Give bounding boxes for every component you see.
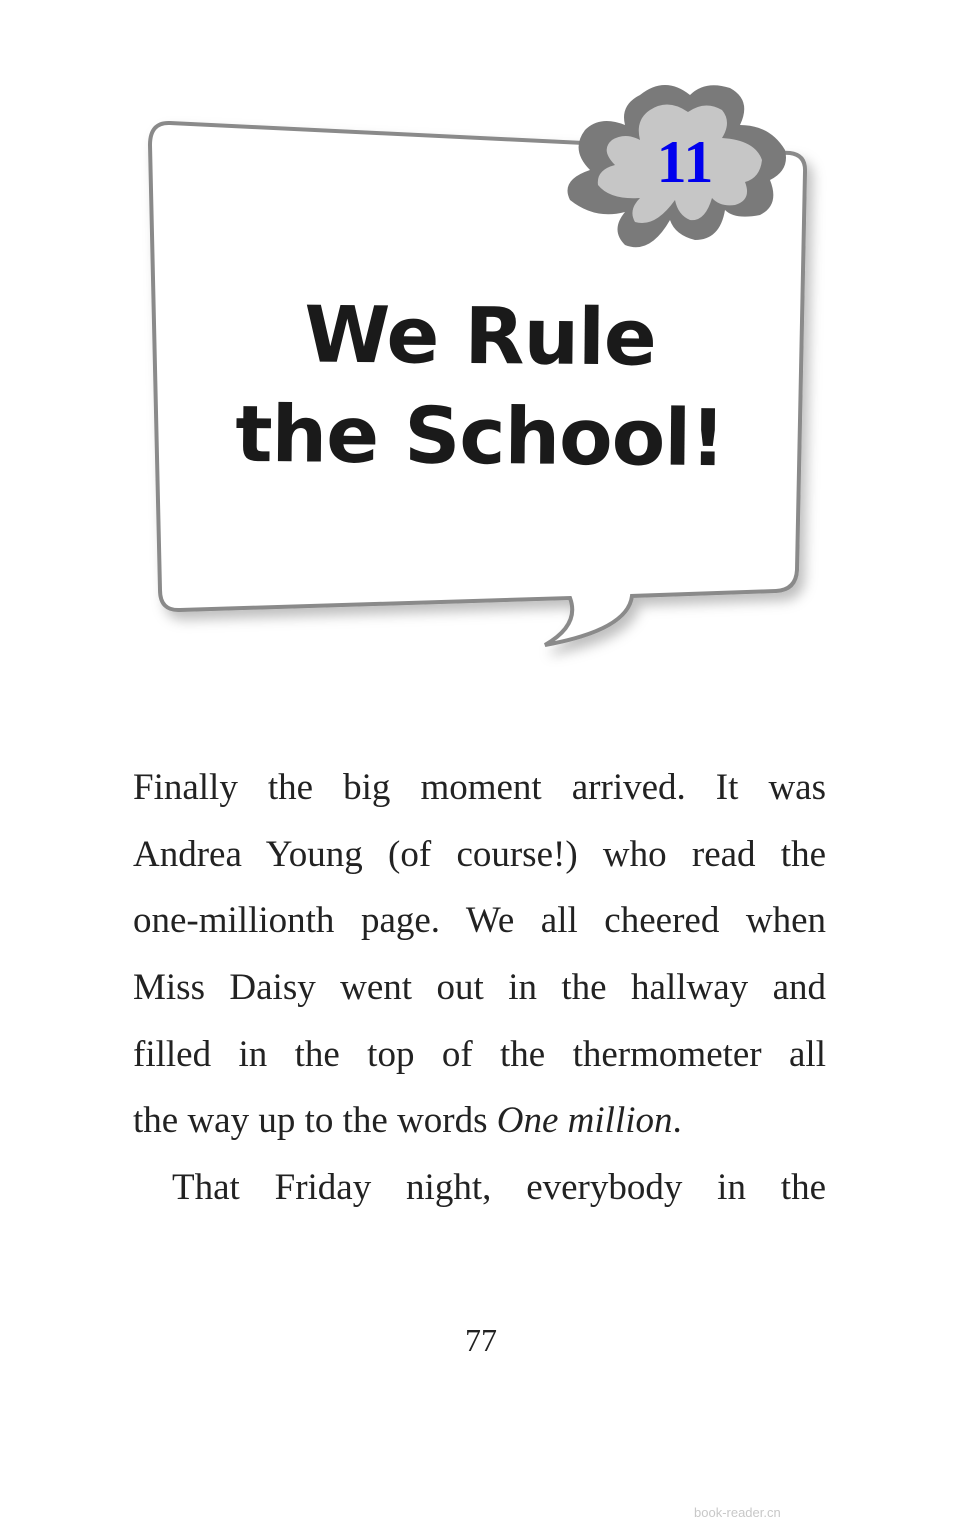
body-line: Andrea Young (of course!) who read the [133,834,826,875]
watermark: book-reader.cn [694,1505,781,1520]
chapter-title-line1: We Rule [303,290,657,384]
body-text: . [672,1100,682,1141]
body-line: Finally the big moment arrived. It was [133,767,826,808]
chapter-number: 11 [656,129,714,195]
page-number: 77 [465,1322,497,1358]
body-line: That Friday night, everybody in the [172,1167,826,1208]
body-line: one-millionth page. We all cheered when [133,900,826,941]
body-line: filled in the top of the thermometer all [133,1034,826,1075]
body-line [133,1099,826,1142]
body-text: the way up to the words [133,1100,497,1141]
italic-phrase: One million [496,1100,673,1141]
body-line: Miss Daisy went out in the hallway and [133,967,826,1008]
chapter-title-line2: the School! [234,389,726,485]
